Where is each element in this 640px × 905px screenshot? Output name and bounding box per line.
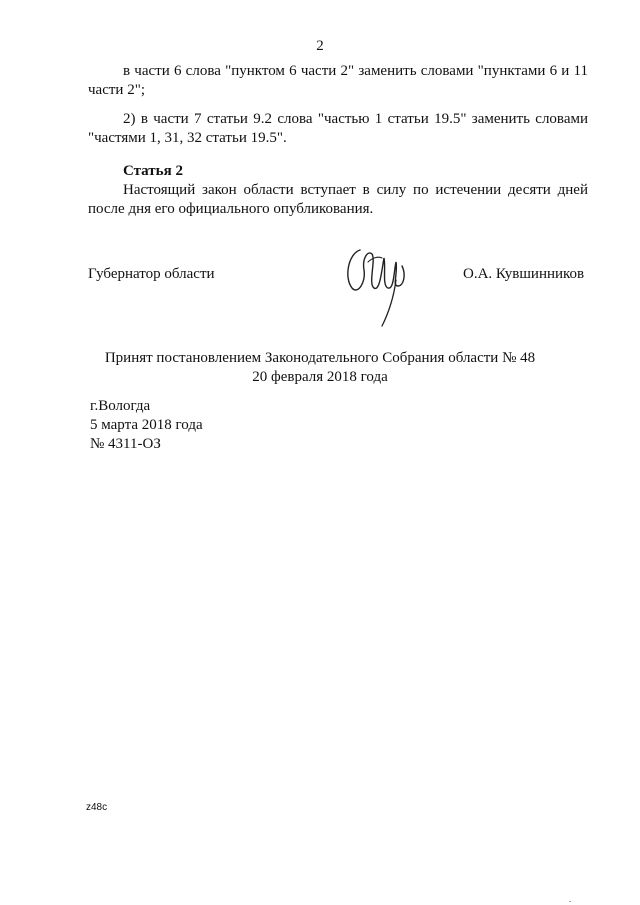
footer-code: z48c <box>86 802 108 813</box>
law-date: 5 марта 2018 года <box>90 417 203 433</box>
page-number: 2 <box>316 38 324 54</box>
article-2-title: Статья 2 <box>123 163 183 179</box>
place-date-number-block <box>90 397 203 454</box>
handwritten-signature <box>338 240 408 330</box>
adopted-line-1: Принят постановлением Законодательного Собрания области № 48 <box>104 350 536 366</box>
adopted-line-2: 20 февраля 2018 года <box>252 369 388 385</box>
city: г.Вологда <box>90 398 151 414</box>
governor-label: Губернатор области <box>88 266 215 282</box>
article-2-text: Настоящий закон области вступает в силу по истечении десяти дней после дня его официального опубликования. <box>88 182 588 217</box>
paragraph-part-6: в части 6 слова "пунктом 6 части 2" заменить словами "пунктами 6 и 11 части 2"; <box>88 63 588 98</box>
corner-mark: . <box>569 895 571 904</box>
governor-name: О.А. Кувшинников <box>463 266 585 282</box>
law-number: № 4311-ОЗ <box>90 436 161 452</box>
paragraph-part-7: 2) в части 7 статьи 9.2 слова "частью 1 статьи 19.5" заменить словами "частями 1, 31, 32 статьи 19.5". <box>88 111 588 146</box>
